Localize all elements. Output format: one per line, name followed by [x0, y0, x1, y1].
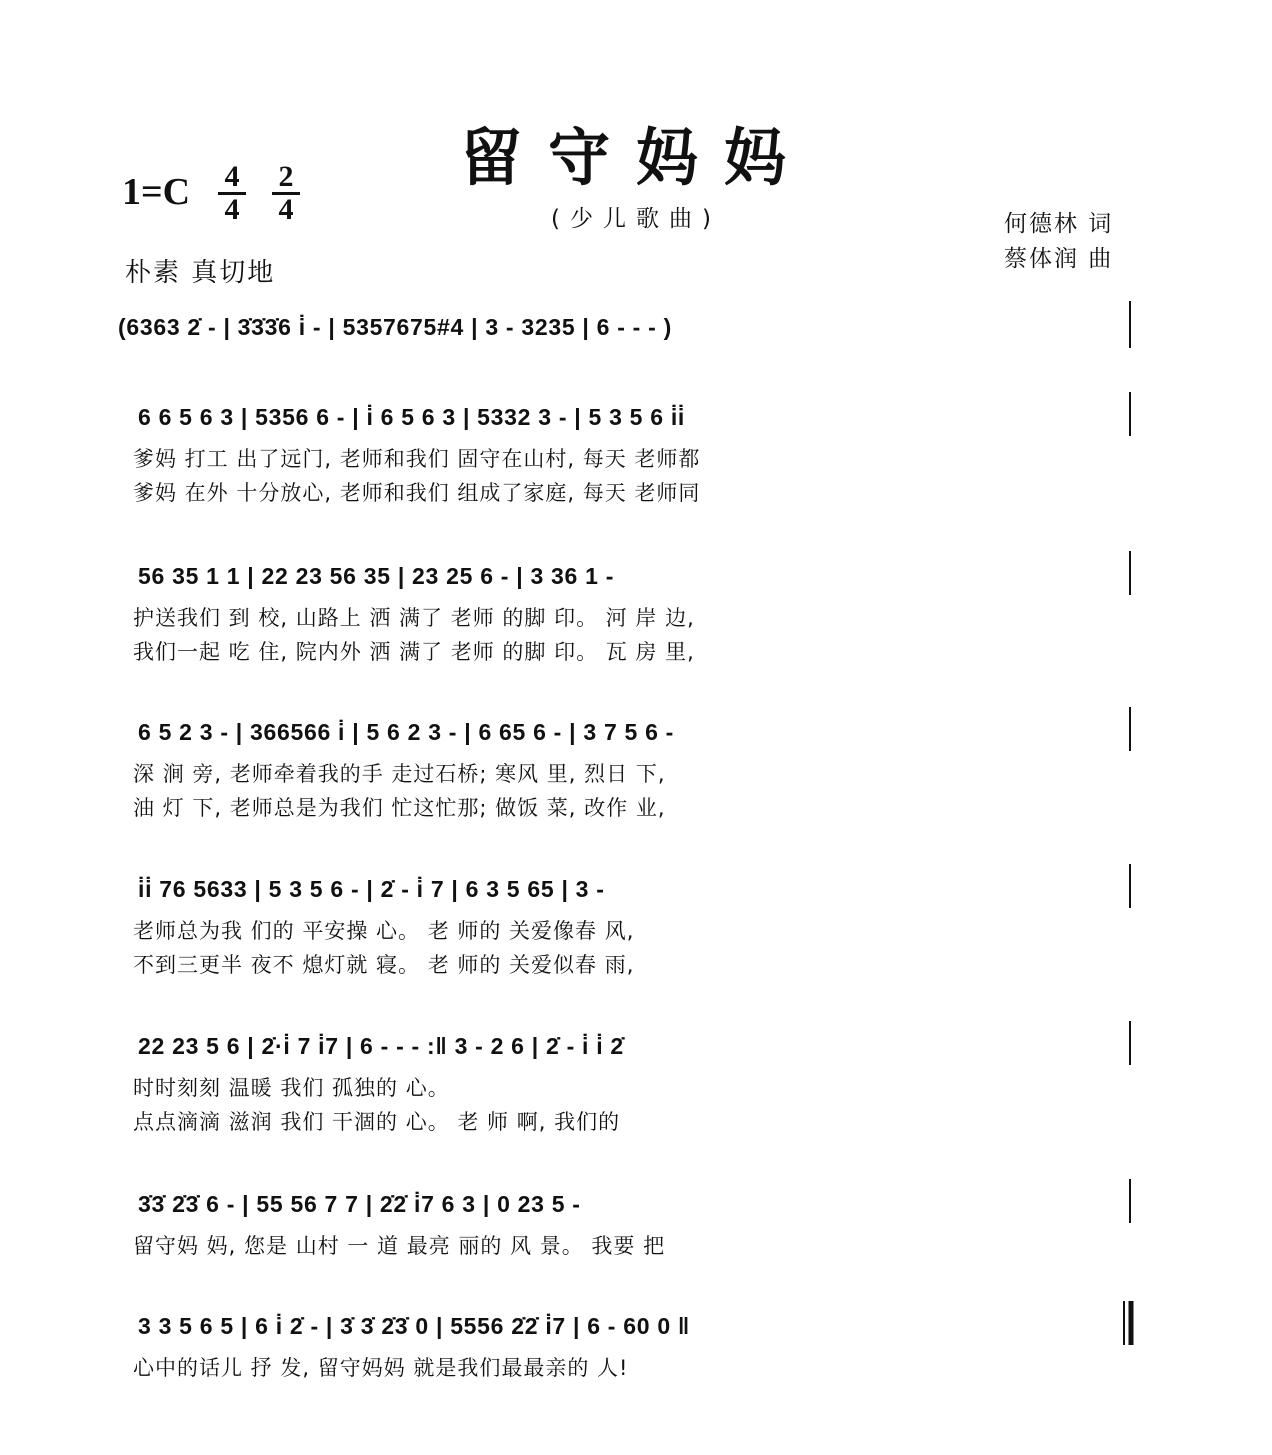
- lyrics-verse-1: 老师总为我 们的 平安操 心。 老 师的 关爱像春 风,: [133, 919, 635, 943]
- time-signature-denominator: 4: [278, 193, 294, 226]
- lyrics-verse-2: 油 灯 下, 老师总是为我们 忙这忙那; 做饭 菜, 改作 业,: [133, 796, 666, 820]
- notation-line: 6 5 2 3 - | 366566 i̇ | 5 6 2 3 - | 6 65 6 - | 3 7 5 6 -: [138, 719, 675, 745]
- lyricist-credit: 何德林 词: [1004, 211, 1114, 237]
- notation-line: 6 6 5 6 3 | 5356 6 - | i̇ 6 5 6 3 | 5332 3 - | 5 3 5 6 i̇i̇: [138, 404, 685, 430]
- lyrics-verse-1: 护送我们 到 校, 山路上 洒 满了 老师 的脚 印。 河 岸 边,: [133, 606, 695, 630]
- lyrics-verse-1: 时时刻刻 温暖 我们 孤独的 心。: [133, 1076, 450, 1100]
- lyrics-verse-2: 点点滴滴 滋润 我们 干涸的 心。 老 师 啊, 我们的: [133, 1110, 621, 1134]
- notation-line: 22 23 5 6 | 2̇·i̇ 7 i̇7 | 6 - - - :‖ 3 - 2 6 | 2̇ - i̇ i̇ 2̇: [138, 1033, 624, 1059]
- tempo-marking: 朴素 真切地: [125, 258, 276, 288]
- lyrics-verse-1: 留守妈 妈, 您是 山村 一 道 最亮 丽的 风 景。 我要 把: [133, 1234, 666, 1258]
- time-signature-numerator: 4: [218, 162, 246, 195]
- lyrics-verse-2: 爹妈 在外 十分放心, 老师和我们 组成了家庭, 每天 老师同: [133, 481, 701, 505]
- lyrics-verse-2: 我们一起 吃 住, 院内外 洒 满了 老师 的脚 印。 瓦 房 里,: [133, 640, 695, 664]
- lyrics-verse-1: 深 涧 旁, 老师牵着我的手 走过石桥; 寒风 里, 烈日 下,: [133, 762, 666, 786]
- notation-line: 56 35 1 1 | 22 23 56 35 | 23 25 6 - | 3 36 1 -: [138, 563, 615, 589]
- lyrics-verse-1: 心中的话儿 抒 发, 留守妈妈 就是我们最最亲的 人!: [133, 1356, 629, 1380]
- song-subtitle: (少儿歌曲): [551, 206, 721, 232]
- time-signature-denominator: 4: [224, 193, 240, 226]
- notation-line: i̇i̇ 76 5633 | 5 3 5 6 - | 2̇ - i̇ 7 | 6 3 5 65 | 3 -: [138, 876, 605, 902]
- song-title: 留守妈妈: [459, 121, 812, 194]
- notation-line: (6363 2̇ - | 3̇3̇3̇6 i̇ - | 5357675#4 | 3 - 3235 | 6 - - - ): [118, 314, 672, 340]
- key-signature: 1=C: [122, 171, 191, 213]
- composer-credit: 蔡体润 曲: [1004, 246, 1114, 272]
- notation-line: 3̇3̇ 2̇3̇ 6 - | 55 56 7 7 | 2̇2̇ i̇7 6 3 | 0 23 5 -: [138, 1191, 581, 1217]
- time-signature-numerator: 2: [272, 162, 300, 195]
- notation-line: 3 3 5 6 5 | 6 i̇ 2̇ - | 3̇ 3̇ 2̇3̇ 0 | 5556 2̇2̇ i̇7 | 6 - 60 0 ‖: [138, 1313, 691, 1339]
- lyrics-verse-1: 爹妈 打工 出了远门, 老师和我们 固守在山村, 每天 老师都: [133, 447, 701, 471]
- lyrics-verse-2: 不到三更半 夜不 熄灯就 寝。 老 师的 关爱似春 雨,: [133, 953, 635, 977]
